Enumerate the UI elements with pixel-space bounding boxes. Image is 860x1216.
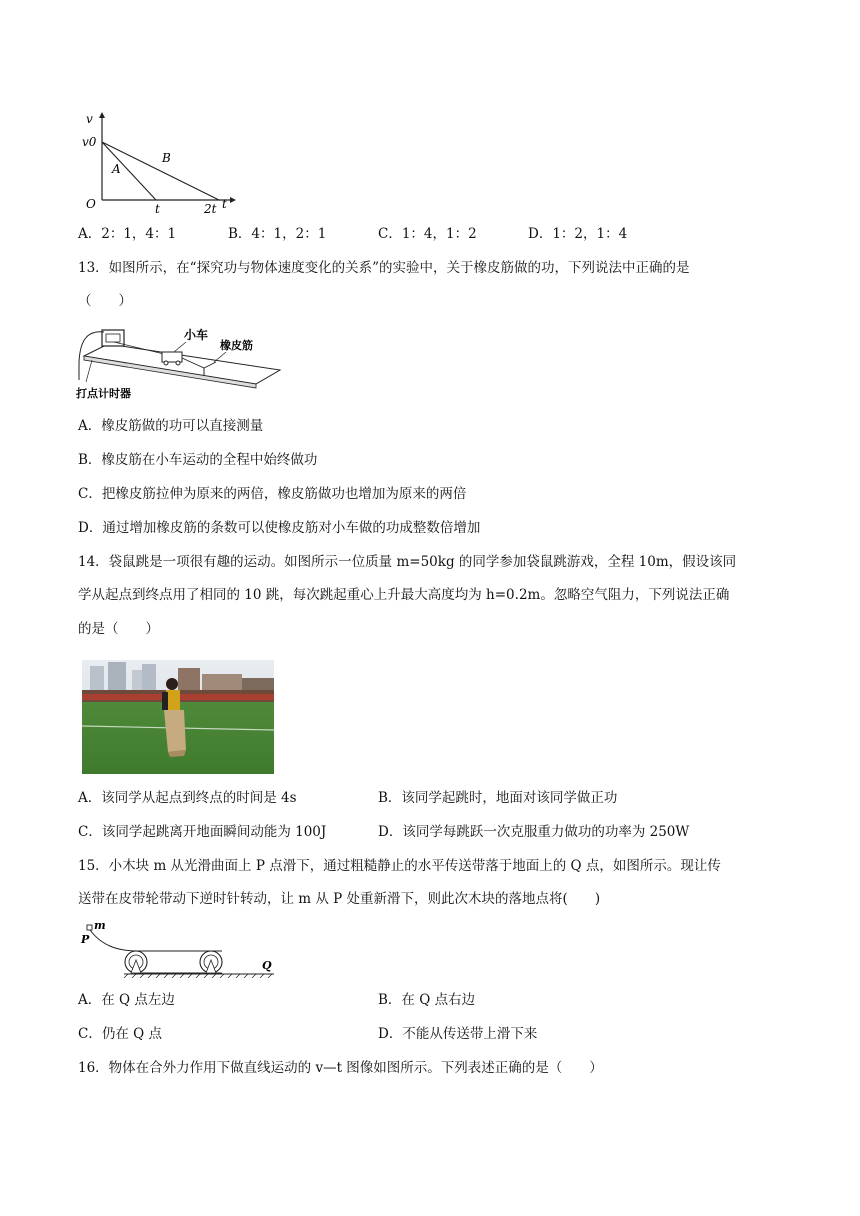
m-label: m <box>94 920 106 932</box>
cart-label: 小车 <box>184 328 209 342</box>
rubber-band-label: 橡皮筋 <box>220 340 253 352</box>
2t-mark-label: 2t <box>204 202 217 216</box>
q12-vt-graph <box>82 110 242 216</box>
q15-option-c: C．仍在 Q 点 <box>78 1026 162 1042</box>
origin-label: O <box>86 197 96 211</box>
q-label: Q <box>262 959 272 972</box>
q14-sack-race-photo <box>82 660 274 774</box>
q14-stem-line1: 14．袋鼠跳是一项很有趣的运动。如图所示一位质量 m=50kg 的同学参加袋鼠跳游戏，全程 10m，假设该同 <box>78 554 737 570</box>
q12-option-d: D．1：2，1：4 <box>528 226 628 242</box>
t-mark-label: t <box>155 202 160 216</box>
q13-option-b: B．橡皮筋在小车运动的全程中始终做功 <box>78 452 318 468</box>
p-label: P <box>81 933 90 946</box>
q13-stem-line1: 13．如图所示，在“探究功与物体速度变化的关系”的实验中，关于橡皮筋做的功，下列说法中正确的是 <box>78 260 690 276</box>
q15-option-a: A．在 Q 点左边 <box>78 992 175 1008</box>
q13-stem-line2: （ ） <box>78 293 132 309</box>
q14-option-a: A．该同学从起点到终点的时间是 4s <box>78 790 297 806</box>
q14-stem-line2: 学从起点到终点用了相同的 10 跳，每次跳起重心上升最大高度均为 h=0.2m。忽略空气阻力，下列说法正确 <box>78 587 730 603</box>
q12-option-a: A．2：1，4：1 <box>78 226 177 242</box>
q13-option-c: C．把橡皮筋拉伸为原来的两倍，橡皮筋做功也增加为原来的两倍 <box>78 486 467 502</box>
line-a-label: A <box>112 162 121 176</box>
q14-stem-line3: 的是（ ） <box>78 621 159 637</box>
q14-option-c: C．该同学起跳离开地面瞬间动能为 100J <box>78 824 327 840</box>
q14-option-b: B．该同学起跳时，地面对该同学做正功 <box>378 790 618 806</box>
q13-option-a: A．橡皮筋做的功可以直接测量 <box>78 418 264 434</box>
q12-option-b: B．4：1，2：1 <box>228 226 327 242</box>
q12-option-c: C．1：4，1：2 <box>378 226 477 242</box>
q15-stem-line2: 送带在皮带轮带动下逆时针转动，让 m 从 P 处重新滑下，则此次木块的落地点将( ) <box>78 891 601 907</box>
q13-experiment-figure <box>76 322 286 402</box>
q15-option-d: D．不能从传送带上滑下来 <box>378 1026 538 1042</box>
q15-conveyor-figure <box>80 920 280 978</box>
q13-option-d: D．通过增加橡皮筋的条数可以使橡皮筋对小车做的功成整数倍增加 <box>78 520 481 536</box>
v0-label: v0 <box>82 135 97 149</box>
q15-option-b: B．在 Q 点右边 <box>378 992 476 1008</box>
q16-stem: 16．物体在合外力作用下做直线运动的 v—t 图像如图所示。下列表述正确的是（ ） <box>78 1060 603 1076</box>
y-axis-label: v <box>86 112 93 126</box>
timer-label: 打点计时器 <box>76 388 131 400</box>
q15-stem-line1: 15．小木块 m 从光滑曲面上 P 点滑下，通过粗糙静止的水平传送带落于地面上的 Q 点，如图所示。现让传 <box>78 858 721 874</box>
line-b-label: B <box>162 151 171 165</box>
q14-option-d: D．该同学每跳跃一次克服重力做功的功率为 250W <box>378 824 690 840</box>
x-axis-label: t <box>222 197 227 211</box>
